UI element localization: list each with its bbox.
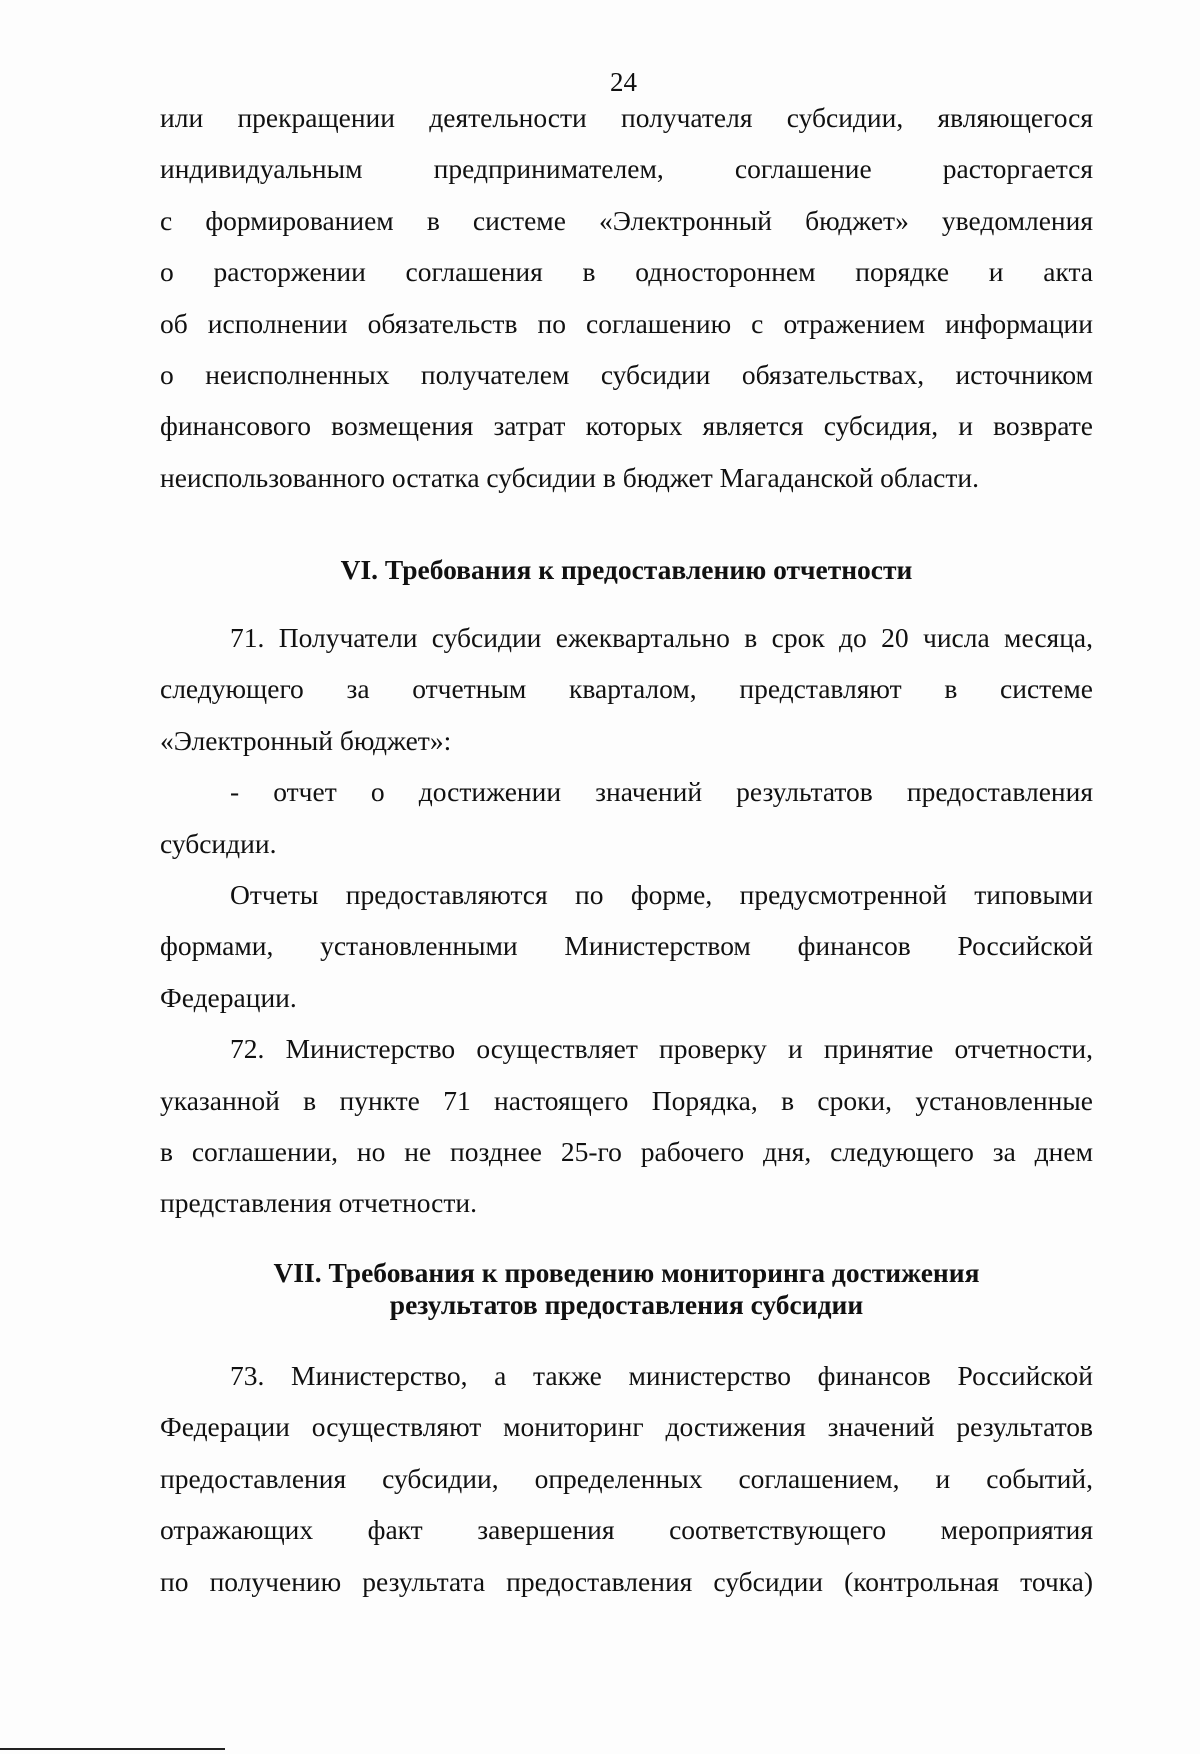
text-line: Федерации. xyxy=(160,981,297,1013)
text-line: с формированием в системе «Электронный бюджет» уведомления xyxy=(160,204,1093,236)
section-vii-body xyxy=(160,1350,1093,1607)
text-line: финансового возмещения затрат которых является субсидия, и возврате xyxy=(160,410,1093,442)
text-line: о расторжении соглашения в одностороннем порядке и акта xyxy=(160,256,1093,288)
page-number: 24 xyxy=(610,67,637,97)
section-vi-heading xyxy=(160,554,1093,586)
text-line: формами, установленными Министерством финансов Российской xyxy=(160,930,1093,962)
text-line: 72. Министерство осуществляет проверку и принятие отчетности, xyxy=(230,1033,1093,1065)
text-line: - отчет о достижении значений результатов предоставления xyxy=(230,776,1093,808)
text-line: предоставления субсидии, определенных соглашением, и событий, xyxy=(160,1462,1093,1494)
text-line: неиспользованного остатка субсидии в бюджет Магаданской области. xyxy=(160,461,979,493)
text-line: в соглашении, но не позднее 25-го рабочего дня, следующего за днем xyxy=(160,1135,1093,1167)
text-line: следующего за отчетным кварталом, представляют в системе xyxy=(160,673,1093,705)
section-vii-title-line-1: VII. Требования к проведению мониторинга достижения xyxy=(273,1257,980,1288)
section-vii-heading xyxy=(160,1257,1093,1321)
text-line: индивидуальным предпринимателем, соглашение расторгается xyxy=(160,153,1093,185)
text-line: или прекращении деятельности получателя субсидии, являющегося xyxy=(160,102,1093,133)
text-line: указанной в пункте 71 настоящего Порядка, в сроки, установленные xyxy=(160,1084,1093,1116)
text-line: отражающих факт завершения соответствующего мероприятия xyxy=(160,1514,1093,1546)
text-line: Федерации осуществляют мониторинг достижения значений результатов xyxy=(160,1411,1093,1443)
text-line: Отчеты предоставляются по форме, предусмотренной типовыми xyxy=(230,878,1093,910)
footer-rule xyxy=(0,1748,225,1750)
text-line: «Электронный бюджет»: xyxy=(160,724,452,756)
text-line: субсидии. xyxy=(160,827,277,859)
section-vii-title-line-2: результатов предоставления субсидии xyxy=(389,1289,864,1320)
text-line: 71. Получатели субсидии ежеквартально в срок до 20 числа месяца, xyxy=(230,622,1093,653)
text-line: об исполнении обязательств по соглашению с отражением информации xyxy=(160,307,1093,339)
section-vi-body xyxy=(160,612,1093,1229)
text-line: представления отчетности. xyxy=(160,1187,478,1219)
text-line: по получению результата предоставления субсидии (контрольная точка) xyxy=(160,1565,1093,1597)
text-line: о неисполненных получателем субсидии обязательствах, источником xyxy=(160,358,1093,390)
section-vi-title: VI. Требования к предоставлению отчетности xyxy=(340,554,913,585)
intro-paragraph xyxy=(160,92,1093,503)
text-line: 73. Министерство, а также министерство финансов Российской xyxy=(230,1360,1093,1391)
